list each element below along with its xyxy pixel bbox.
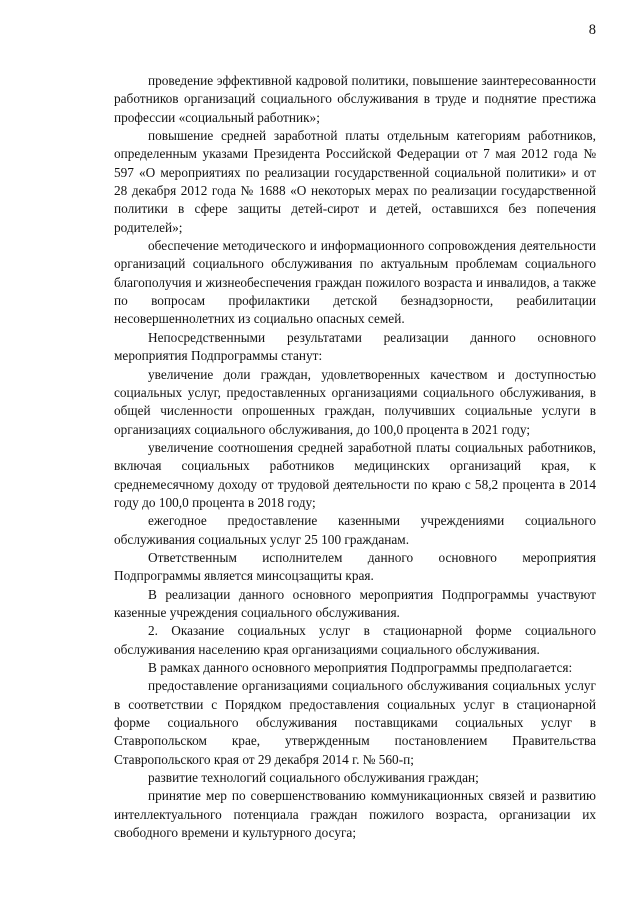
paragraph: увеличение соотношения средней заработной платы социальных работников, включая социальных работников медицинских организаций края, к среднемесячному доходу от трудовой деятельности по краю с 58,2 процента в 2014 году до 100,0 процента в 2018 году;	[114, 439, 596, 510]
paragraph: предоставление организациями социального обслуживания социальных услуг в соответствии с Порядком предоставления социальных услуг в стационарной форме социального обслуживания поставщиками социальных услуг в Ставропольском крае, утвержденным постановлением Правительства Ставропольского края от 29 декабря 2014 г. № 560-п;	[114, 678, 596, 767]
paragraph: увеличение доли граждан, удовлетворенных качеством и доступностью социальных услуг, предоставленных организациями социального обслуживания, в общей численности опрошенных граждан, получивших социальные услуги в организациях социального обслуживания, до 100,0 процента в 2021 году;	[114, 366, 596, 437]
paragraph: Непосредственными результатами реализации данного основного мероприятия Подпрограммы станут:	[114, 329, 596, 364]
paragraph: В рамках данного основного мероприятия Подпрограммы предполагается:	[148, 660, 573, 675]
paragraph: В реализации данного основного мероприятия Подпрограммы участвуют казенные учреждения социального обслуживания.	[114, 586, 596, 620]
document-body	[114, 72, 596, 842]
paragraph: 2. Оказание социальных услуг в стационарной форме социального обслуживания населению края организациями социального обслуживания.	[114, 623, 596, 657]
paragraph: обеспечение методического и информационного сопровождения деятельности организаций социального обслуживания по актуальным проблемам социального благополучия и жизнеобеспечения граждан пожилого возраста и инвалидов, а также по вопросам профилактики детской безнадзорности, реабилитации несовершеннолетних из социально опасных семей.	[114, 238, 596, 327]
paragraph: Ответственным исполнителем данного основного мероприятия Подпрограммы является минсоцзащиты края.	[114, 549, 596, 584]
paragraph: развитие технологий социального обслуживания граждан;	[148, 770, 479, 786]
paragraph: повышение средней заработной платы отдельным категориям работников, определенным указами Президента Российской Федерации от 7 мая 2012 года № 597 «О мероприятиях по реализации государственной социальной политики» и от 28 декабря 2012 года № 1688 «О некоторых мерах по реализации государственной политики в сфере защиты детей-сирот и детей, оставшихся без попечения родителей»;	[114, 128, 596, 235]
paragraph: ежегодное предоставление казенными учреждениями социального обслуживания социальных услуг 25 100 гражданам.	[114, 513, 596, 547]
page-number: 8	[588, 22, 596, 38]
paragraph: проведение эффективной кадровой политики, повышение заинтересованности работников организаций социального обслуживания в труде и поднятие престижа профессии «социальный работник»;	[114, 73, 596, 125]
paragraph: принятие мер по совершенствованию коммуникационных связей и развитию интеллектуального потенциала граждан пожилого возраста, организации их свободного времени и культурного досуга;	[114, 788, 596, 841]
